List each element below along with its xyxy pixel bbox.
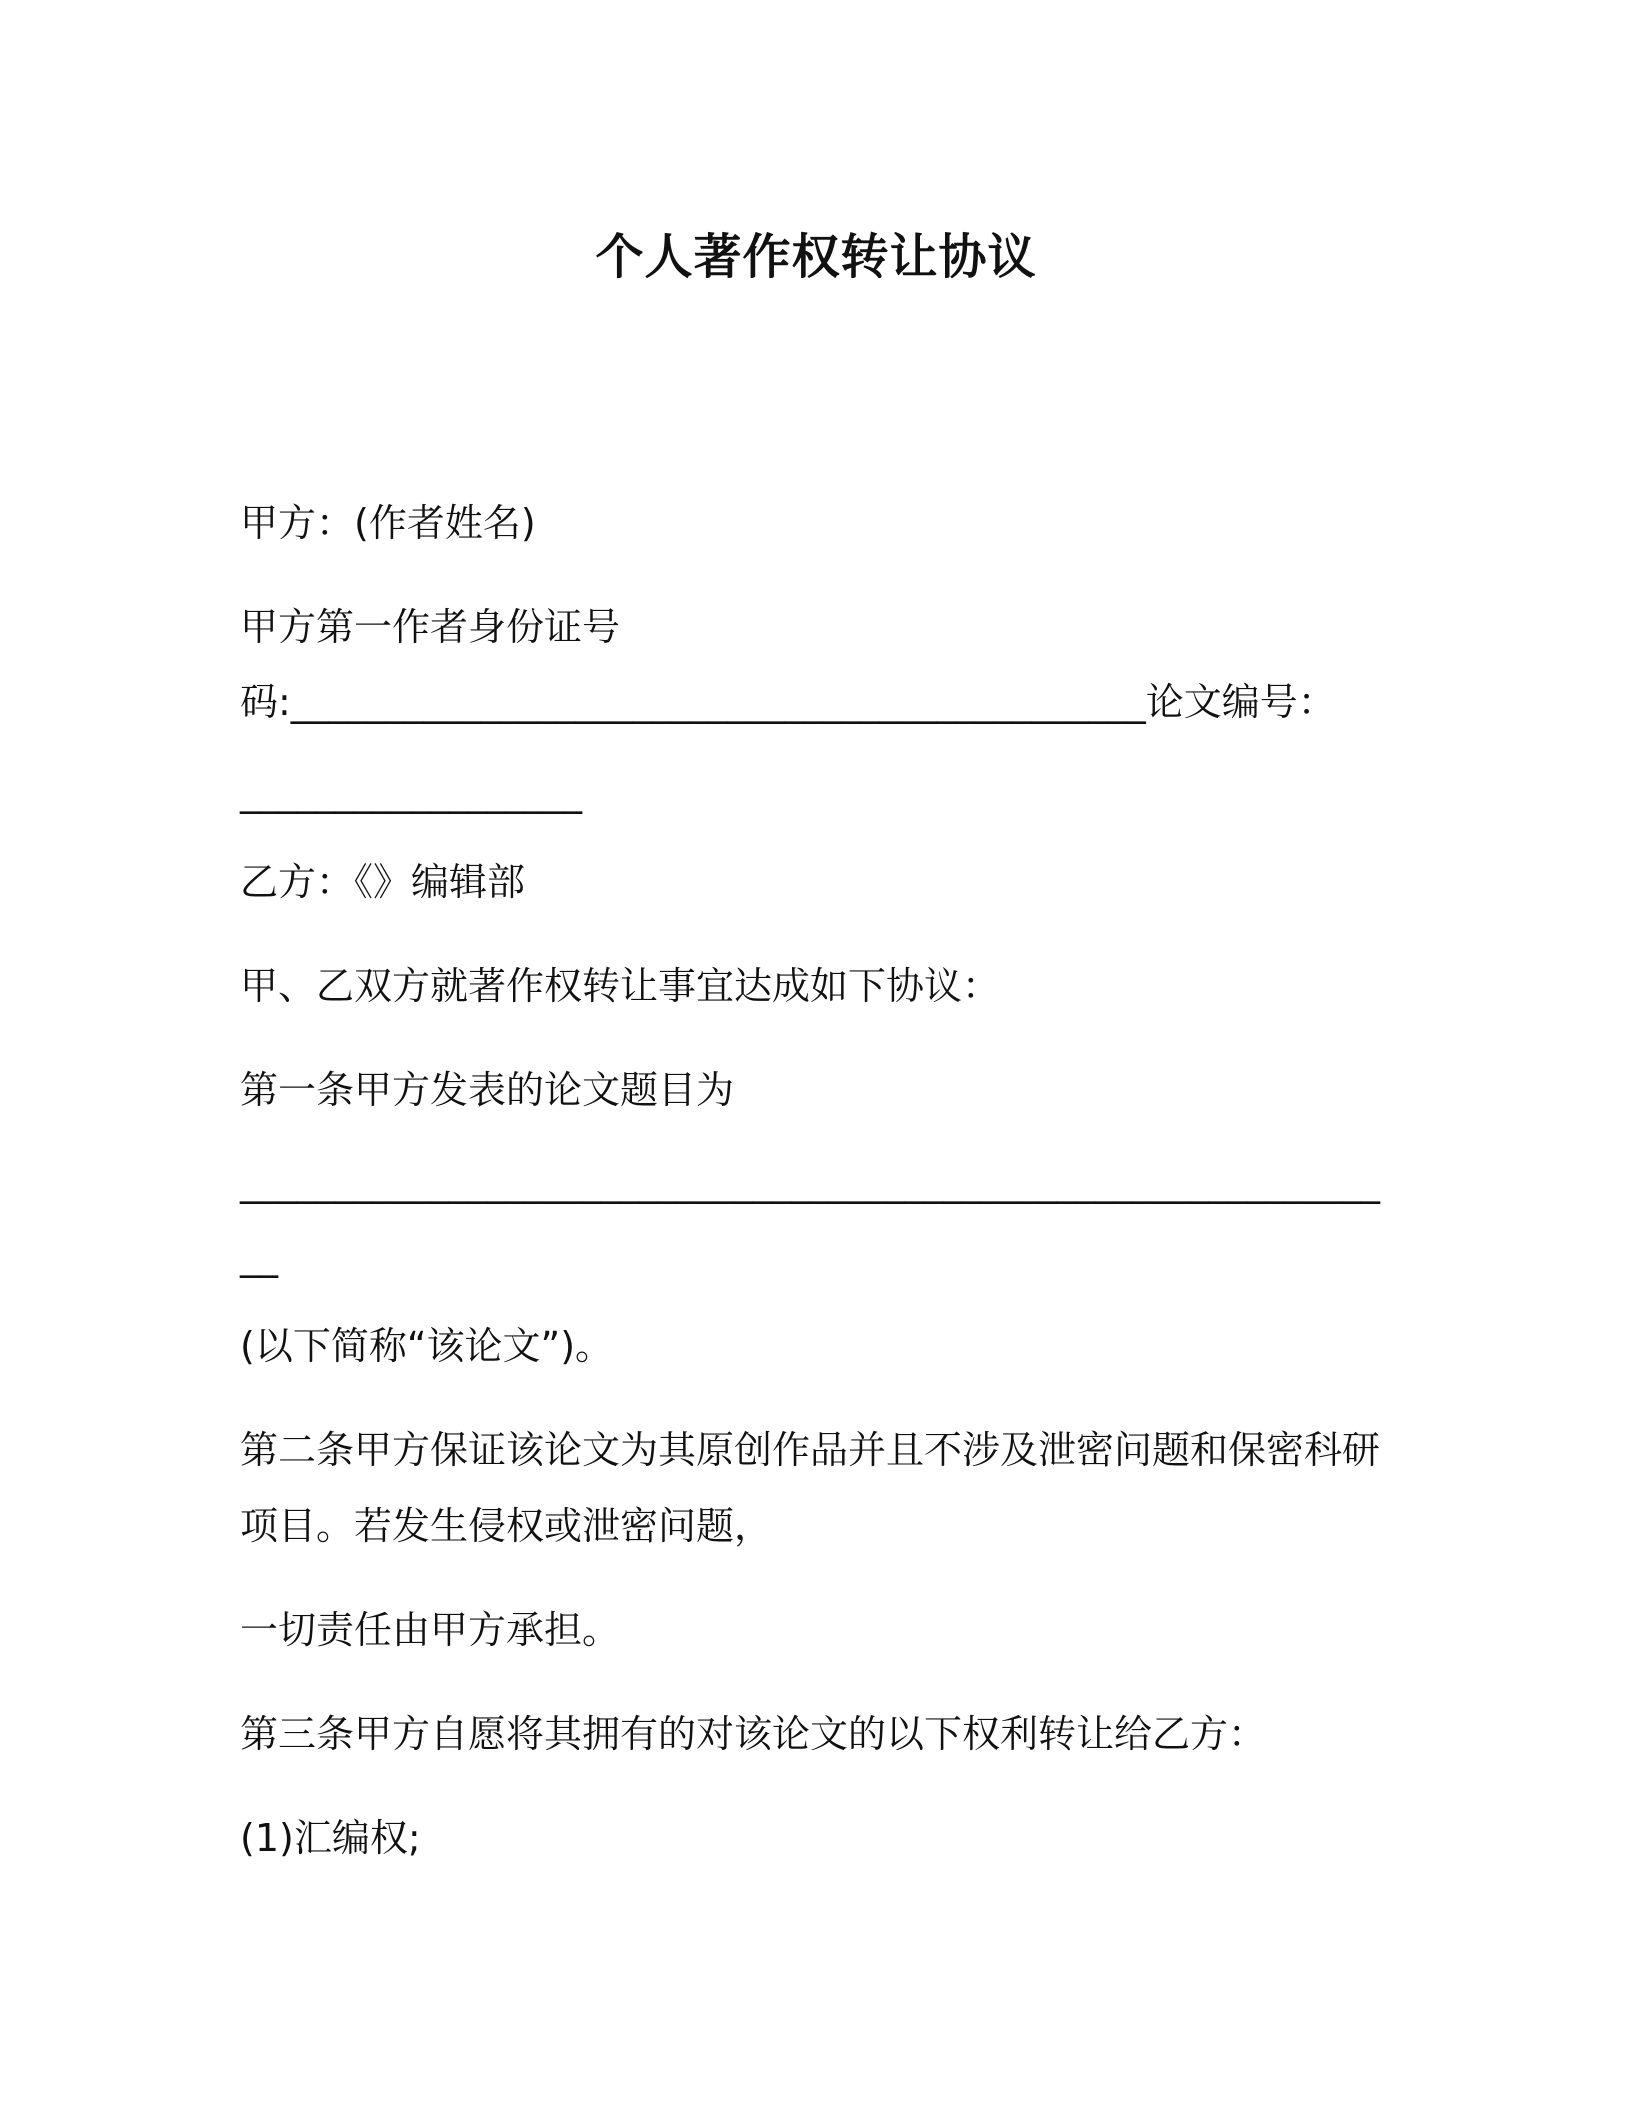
- article-3-line: 第三条甲方自愿将其拥有的对该论文的以下权利转让给乙方：: [240, 1712, 1267, 1756]
- article-2-line-3: 一切责任由甲方承担。: [240, 1608, 621, 1652]
- article-1-line: 第一条甲方发表的论文题目为: [240, 1068, 735, 1112]
- party-a-id-line: 甲方第一作者身份证号: [240, 605, 621, 649]
- paper-title-field-line: ____________________________________________________________: [240, 1160, 1380, 1204]
- party-a-line: 甲方：(作者姓名): [240, 501, 536, 545]
- document-title: 个人著作权转让协议: [595, 229, 1037, 285]
- paper-abbreviation-line: (以下简称“该论文”)。: [240, 1324, 614, 1368]
- right-item-1-line: (1)汇编权;: [240, 1816, 421, 1860]
- party-b-line: 乙方：《》编辑部: [240, 860, 526, 904]
- article-2-line-2: 项目。若发生侵权或泄密问题，: [240, 1504, 773, 1548]
- id-number-field-line: 码:_____________________________________________论文编号：: [240, 680, 1336, 724]
- agreement-intro-line: 甲、乙双方就著作权转让事宜达成如下协议：: [240, 964, 1001, 1008]
- paper-title-field-continuation: __: [240, 1234, 278, 1278]
- article-2-line-1: 第二条甲方保证该论文为其原创作品并且不涉及泄密问题和保密科研: [240, 1428, 1381, 1472]
- paper-number-field-line: __________________: [240, 770, 582, 814]
